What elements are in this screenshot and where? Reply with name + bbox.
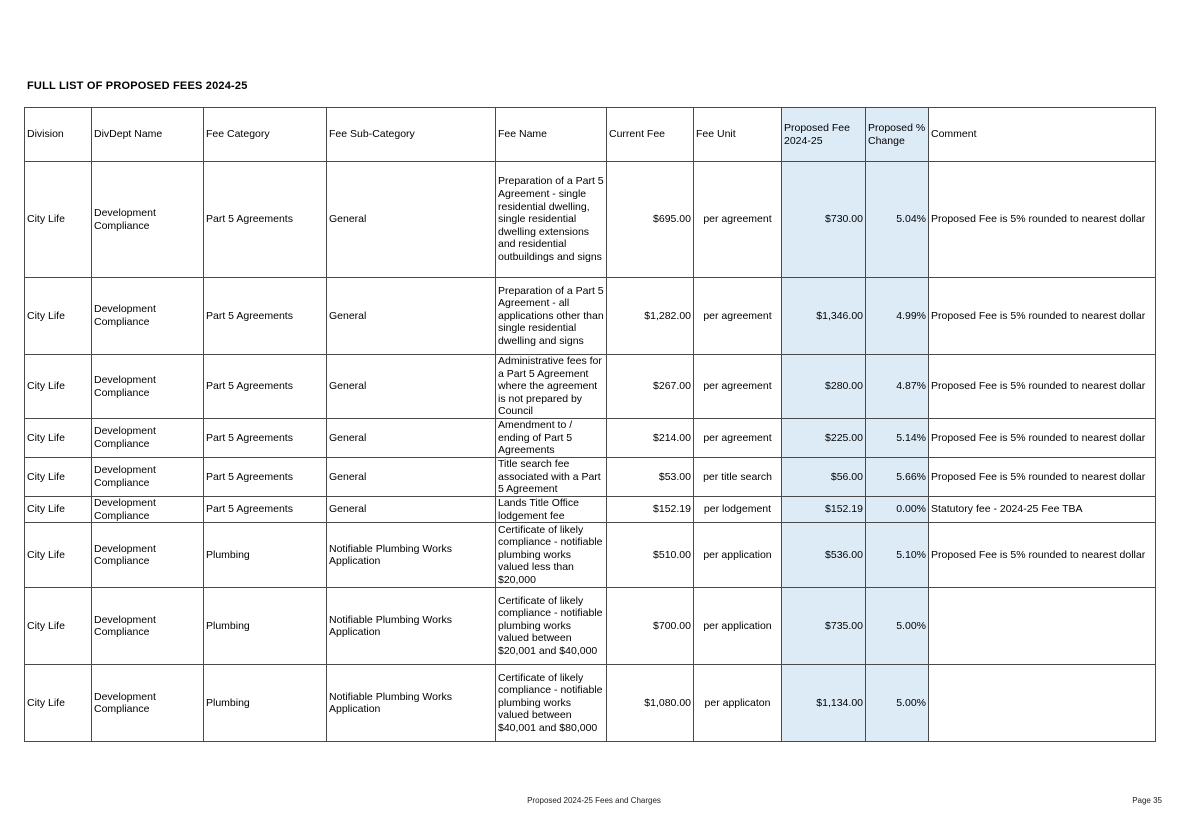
cell-proposed-fee: $225.00 (782, 419, 866, 458)
cell-fee-sub-category: General (327, 162, 496, 278)
page-title: FULL LIST OF PROPOSED FEES 2024-25 (27, 80, 248, 92)
cell-current-fee: $53.00 (607, 458, 694, 497)
cell-division: City Life (25, 355, 92, 419)
cell-fee-category: Part 5 Agreements (204, 458, 327, 497)
cell-fee-sub-category: General (327, 419, 496, 458)
header-current-fee: Current Fee (607, 108, 694, 162)
cell-fee-sub-category: General (327, 355, 496, 419)
header-fee-unit: Fee Unit (694, 108, 782, 162)
cell-fee-category: Plumbing (204, 523, 327, 588)
cell-proposed-change: 0.00% (866, 497, 929, 523)
table-row (25, 523, 1156, 588)
table-body (25, 162, 1156, 742)
cell-fee-sub-category: General (327, 497, 496, 523)
cell-proposed-fee: $536.00 (782, 523, 866, 588)
cell-dept-name: Development Compliance (92, 497, 204, 523)
cell-fee-sub-category: Notifiable Plumbing Works Application (327, 588, 496, 665)
cell-fee-unit: per agreement (694, 355, 782, 419)
cell-division: City Life (25, 523, 92, 588)
page-number: Page 35 (1132, 796, 1162, 805)
cell-comment (929, 588, 1156, 665)
cell-fee-unit: per title search (694, 458, 782, 497)
cell-fee-category: Part 5 Agreements (204, 355, 327, 419)
cell-division: City Life (25, 497, 92, 523)
cell-division: City Life (25, 588, 92, 665)
cell-fee-sub-category: General (327, 278, 496, 355)
cell-fee-name: Preparation of a Part 5 Agreement - single residential dwelling, single residential dwelling extensions and residential outbuildings and signs (496, 162, 607, 278)
header-fee-sub-category: Fee Sub-Category (327, 108, 496, 162)
table-row (25, 458, 1156, 497)
cell-proposed-fee: $735.00 (782, 588, 866, 665)
cell-current-fee: $695.00 (607, 162, 694, 278)
cell-fee-name: Title search fee associated with a Part 5 Agreement (496, 458, 607, 497)
cell-fee-category: Plumbing (204, 588, 327, 665)
cell-dept-name: Development Compliance (92, 278, 204, 355)
cell-fee-category: Part 5 Agreements (204, 497, 327, 523)
cell-comment: Proposed Fee is 5% rounded to nearest dollar (929, 458, 1156, 497)
cell-fee-name: Certificate of likely compliance - notifiable plumbing works valued between $20,001 and $40,000 (496, 588, 607, 665)
cell-proposed-change: 5.66% (866, 458, 929, 497)
cell-dept-name: Development Compliance (92, 355, 204, 419)
cell-comment: Proposed Fee is 5% rounded to nearest dollar (929, 419, 1156, 458)
cell-division: City Life (25, 278, 92, 355)
cell-current-fee: $152.19 (607, 497, 694, 523)
header-comment: Comment (929, 108, 1156, 162)
cell-current-fee: $510.00 (607, 523, 694, 588)
footer-title: Proposed 2024-25 Fees and Charges (527, 796, 661, 805)
cell-proposed-fee: $56.00 (782, 458, 866, 497)
header-division: Division (25, 108, 92, 162)
cell-fee-sub-category: Notifiable Plumbing Works Application (327, 665, 496, 742)
cell-proposed-change: 5.00% (866, 588, 929, 665)
cell-proposed-change: 5.04% (866, 162, 929, 278)
cell-fee-name: Certificate of likely compliance - notifiable plumbing works valued less than $20,000 (496, 523, 607, 588)
table-row (25, 355, 1156, 419)
cell-comment: Proposed Fee is 5% rounded to nearest dollar (929, 355, 1156, 419)
cell-current-fee: $267.00 (607, 355, 694, 419)
cell-fee-unit: per agreement (694, 278, 782, 355)
cell-fee-name: Certificate of likely compliance - notifiable plumbing works valued between $40,001 and $80,000 (496, 665, 607, 742)
cell-division: City Life (25, 458, 92, 497)
header-fee-category: Fee Category (204, 108, 327, 162)
cell-proposed-change: 5.00% (866, 665, 929, 742)
cell-comment (929, 665, 1156, 742)
cell-dept-name: Development Compliance (92, 588, 204, 665)
cell-current-fee: $214.00 (607, 419, 694, 458)
table-row (25, 497, 1156, 523)
cell-division: City Life (25, 162, 92, 278)
table-header-row (25, 108, 1156, 162)
cell-fee-unit: per application (694, 588, 782, 665)
cell-comment: Proposed Fee is 5% rounded to nearest dollar (929, 523, 1156, 588)
cell-fee-category: Plumbing (204, 665, 327, 742)
cell-proposed-fee: $730.00 (782, 162, 866, 278)
header-divdept-name: DivDept Name (92, 108, 204, 162)
fees-table (24, 107, 1156, 742)
cell-fee-category: Part 5 Agreements (204, 278, 327, 355)
cell-fee-unit: per application (694, 523, 782, 588)
cell-proposed-change: 5.10% (866, 523, 929, 588)
cell-dept-name: Development Compliance (92, 665, 204, 742)
cell-comment: Proposed Fee is 5% rounded to nearest dollar (929, 278, 1156, 355)
cell-division: City Life (25, 665, 92, 742)
cell-fee-sub-category: Notifiable Plumbing Works Application (327, 523, 496, 588)
cell-proposed-change: 5.14% (866, 419, 929, 458)
table-row (25, 665, 1156, 742)
cell-current-fee: $700.00 (607, 588, 694, 665)
cell-fee-unit: per agreement (694, 419, 782, 458)
cell-fee-category: Part 5 Agreements (204, 162, 327, 278)
cell-proposed-fee: $280.00 (782, 355, 866, 419)
cell-fee-unit: per agreement (694, 162, 782, 278)
header-proposed-change: Proposed % Change (866, 108, 929, 162)
cell-proposed-fee: $1,134.00 (782, 665, 866, 742)
cell-fee-name: Lands Title Office lodgement fee (496, 497, 607, 523)
cell-division: City Life (25, 419, 92, 458)
cell-dept-name: Development Compliance (92, 523, 204, 588)
cell-proposed-change: 4.87% (866, 355, 929, 419)
cell-comment: Statutory fee - 2024-25 Fee TBA (929, 497, 1156, 523)
cell-dept-name: Development Compliance (92, 458, 204, 497)
cell-dept-name: Development Compliance (92, 162, 204, 278)
table-row (25, 419, 1156, 458)
cell-fee-name: Preparation of a Part 5 Agreement - all applications other than single residential dwelling and signs (496, 278, 607, 355)
table-row (25, 588, 1156, 665)
cell-fee-sub-category: General (327, 458, 496, 497)
cell-current-fee: $1,080.00 (607, 665, 694, 742)
cell-fee-unit: per applicaton (694, 665, 782, 742)
cell-comment: Proposed Fee is 5% rounded to nearest dollar (929, 162, 1156, 278)
cell-fee-name: Amendment to / ending of Part 5 Agreements (496, 419, 607, 458)
cell-fee-category: Part 5 Agreements (204, 419, 327, 458)
header-fee-name: Fee Name (496, 108, 607, 162)
table-row (25, 278, 1156, 355)
cell-dept-name: Development Compliance (92, 419, 204, 458)
header-proposed-fee: Proposed Fee 2024-25 (782, 108, 866, 162)
cell-proposed-fee: $152.19 (782, 497, 866, 523)
cell-fee-name: Administrative fees for a Part 5 Agreement where the agreement is not prepared by Council (496, 355, 607, 419)
cell-current-fee: $1,282.00 (607, 278, 694, 355)
cell-proposed-fee: $1,346.00 (782, 278, 866, 355)
cell-fee-unit: per lodgement (694, 497, 782, 523)
cell-proposed-change: 4.99% (866, 278, 929, 355)
table-row (25, 162, 1156, 278)
